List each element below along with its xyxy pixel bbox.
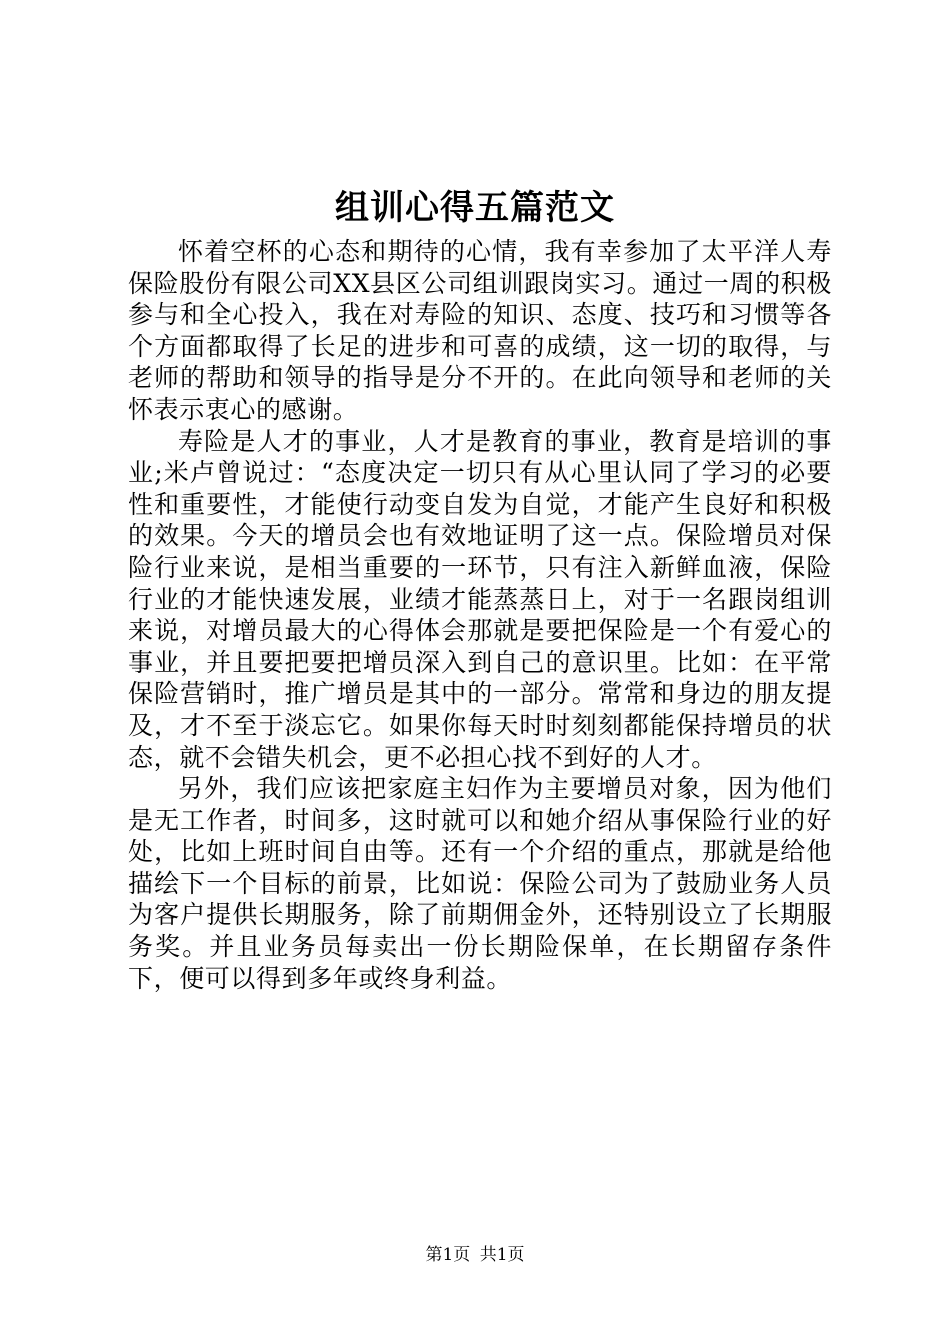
paragraph-2: 寿险是人才的事业，人才是教育的事业，教育是培训的事业;米卢曾说过：“态度决定一切只有从心里认同了学习的必要性和重要性，才能使行动变自发为自觉，才能产生良好和积极的效果。今天的增员会也有效地证明了这一点。保险增员对保险行业来说，是相当重要的一环节，只有注入新鲜血液，保险行业的才能快速发展，业绩才能蒸蒸日上，对于一名跟岗组训来说，对增员最大的心得体会那就是要把保险是一个有爱心的事业，并且要把要把增员深入到自己的意识里。比如：在平常保险营销时，推广增员是其中的一部分。常常和身边的朋友提及，才不至于淡忘它。如果你每天时时刻刻都能保持增员的状态，就不会错失机会，更不必担心找不到好的人才。 <box>128 426 832 772</box>
paragraph-3: 另外，我们应该把家庭主妇作为主要增员对象，因为他们是无工作者，时间多，这时就可以和她介绍从事保险行业的好处，比如上班时间自由等。还有一个介绍的重点，那就是给他描绘下一个目标的前景，比如说：保险公司为了鼓励业务人员为客户提供长期服务，除了前期佣金外，还特别设立了长期服务奖。并且业务员每卖出一份长期险保单，在长期留存条件下，便可以得到多年或终身利益。 <box>128 774 832 993</box>
document-title: 组训心得五篇范文 <box>335 188 615 228</box>
document-body <box>128 236 832 994</box>
page-footer: 第1页 共1页 <box>425 1245 525 1265</box>
paragraph-1: 怀着空杯的心态和期待的心情，我有幸参加了太平洋人寿保险股份有限公司XX县区公司组训跟岗实习。通过一周的积极参与和全心投入，我在对寿险的知识、态度、技巧和习惯等各个方面都取得了长足的进步和可喜的成绩，这一切的取得，与老师的帮助和领导的指导是分不开的。在此向领导和老师的关怀表示衷心的感谢。 <box>128 237 832 424</box>
